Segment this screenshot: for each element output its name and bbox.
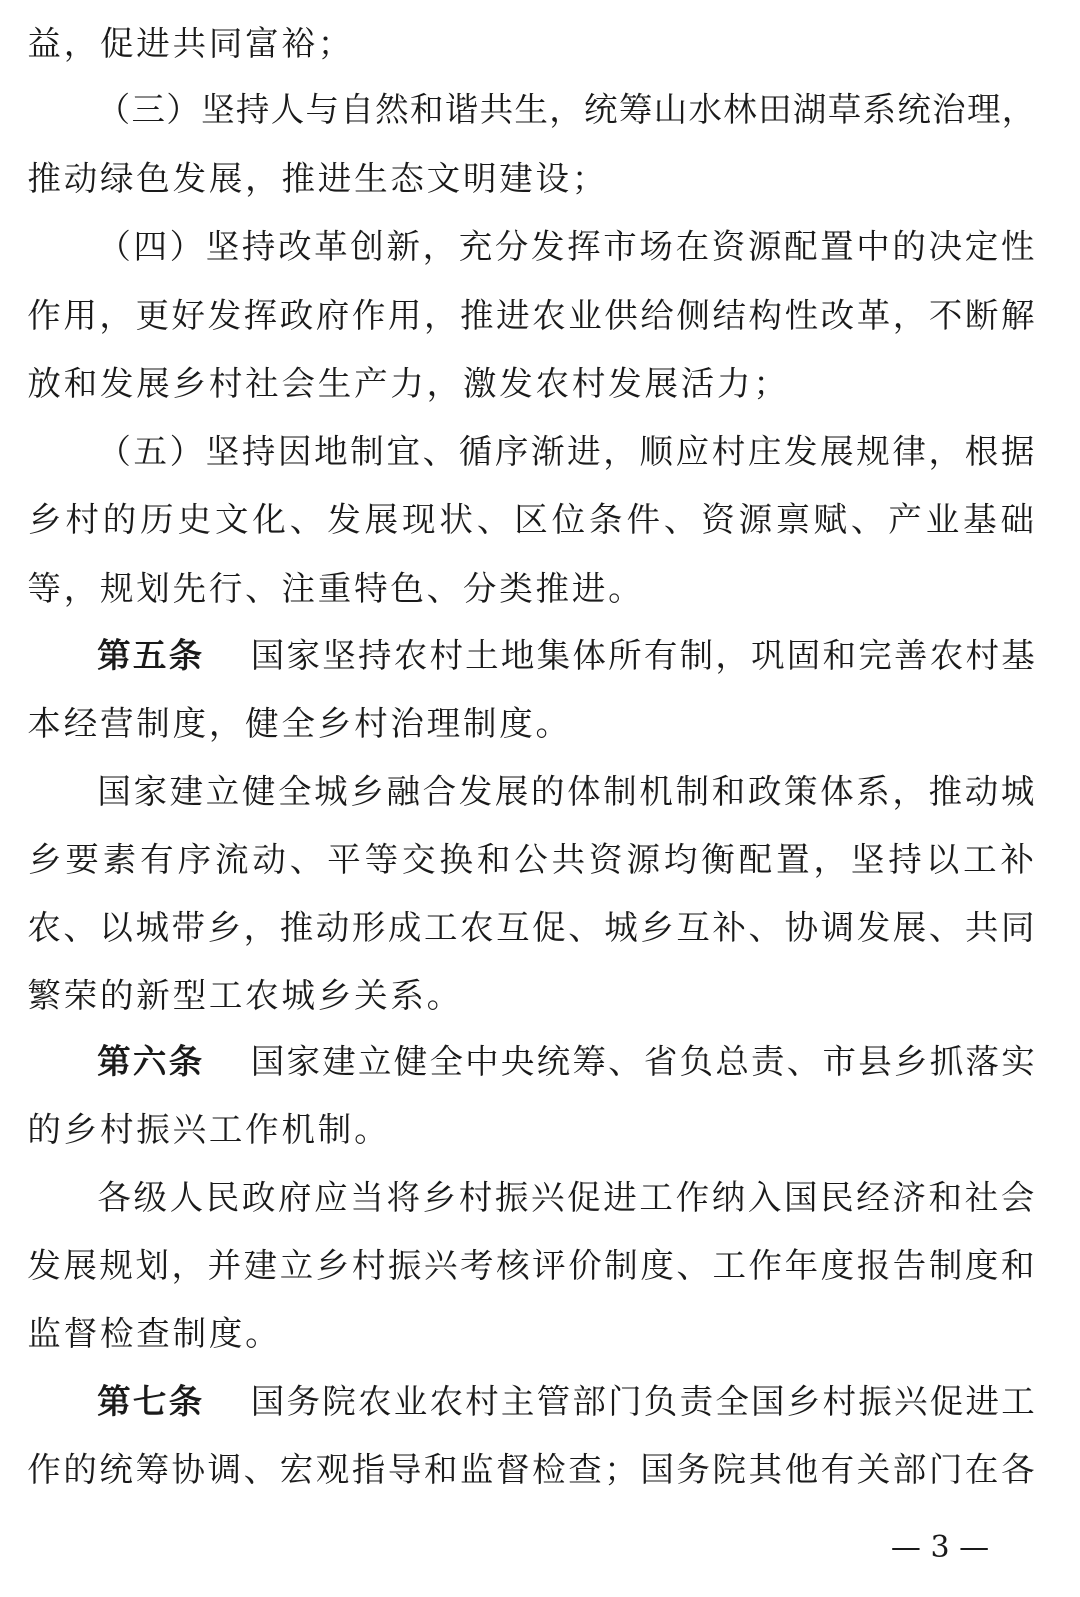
body-text-line xyxy=(26,962,462,1030)
body-text-line xyxy=(26,1300,280,1368)
article-number: 第七条 xyxy=(97,1382,203,1421)
line-text: 乡 村 的 历 史 文 化 、 发 展 现 状 、 区 位 条 件 、 资 源 禀 赋 、 产 业 基 础 xyxy=(27,500,1035,539)
line-text: 推动绿色发展，推进生态文明建设； xyxy=(27,159,606,198)
body-text-line xyxy=(26,145,607,213)
line-text: 国务院农业农村主管部门负责全国乡村振兴促进工 xyxy=(250,1382,1035,1421)
line-text: 等，规划先行、注重特色、分类推进。 xyxy=(27,569,642,608)
body-text-line xyxy=(96,213,1036,281)
body-text-line xyxy=(26,350,788,418)
line-text: 国家建立健全中央统筹、省负总责、市县乡抓落实 xyxy=(250,1042,1035,1081)
line-text: 的乡村振兴工作机制。 xyxy=(27,1110,388,1149)
line-text: （三）坚持人与自然和谐共生，统筹山水林田湖草系统治理， xyxy=(96,90,1036,129)
line-text: 作用，更好发挥政府作用，推进农业供给侧结构性改革，不断解 xyxy=(27,296,1035,335)
body-text-line xyxy=(26,282,1036,350)
article-line xyxy=(96,1368,1036,1436)
article-line xyxy=(96,1028,1036,1096)
page-number: — 3 — xyxy=(890,1530,990,1565)
line-text: （五）坚持因地制宜、循序渐进，顺应村庄发展规律，根据 xyxy=(97,432,1035,471)
body-text-line xyxy=(26,826,1036,894)
article-number: 第六条 xyxy=(97,1042,203,1081)
body-text-line xyxy=(26,894,1036,962)
line-text: 益，促进共同富裕； xyxy=(27,24,352,63)
body-text-line xyxy=(96,1164,1036,1232)
line-text: 发展规划，并建立乡村振兴考核评价制度、工作年度报告制度和 xyxy=(27,1246,1035,1285)
line-text: 放和发展乡村社会生产力，激发农村发展活力； xyxy=(27,364,787,403)
line-text: 监督检查制度。 xyxy=(27,1314,279,1353)
body-text-line xyxy=(26,555,643,623)
article-number: 第五条 xyxy=(97,636,203,675)
line-text: 各级人民政府应当将乡村振兴促进工作纳入国民经济和社会 xyxy=(97,1178,1035,1217)
body-text-line xyxy=(26,1096,389,1164)
article-line xyxy=(96,622,1036,690)
line-text: 国家坚持农村土地集体所有制，巩固和完善农村基 xyxy=(250,636,1035,675)
line-text: 国家建立健全城乡融合发展的体制机制和政策体系，推动城 xyxy=(97,772,1035,811)
line-text: 作的统筹协调、宏观指导和监督检查；国务院其他有关部门在各 xyxy=(27,1450,1035,1489)
body-text-line xyxy=(26,10,353,78)
line-text: 农、以城带乡，推动形成工农互促、城乡互补、协调发展、共同 xyxy=(27,908,1035,947)
body-text-line xyxy=(26,486,1036,554)
body-text-line xyxy=(26,690,570,758)
line-text: 乡 要 素 有 序 流 动 、 平 等 交 换 和 公 共 资 源 均 衡 配 置 ， 坚 持 以 工 补 xyxy=(27,840,1035,879)
body-text-line xyxy=(26,1436,1036,1504)
line-text: 本经营制度，健全乡村治理制度。 xyxy=(27,704,570,743)
body-text-line xyxy=(96,758,1036,826)
body-text-line xyxy=(26,1232,1036,1300)
body-text-line xyxy=(96,418,1036,486)
body-text-line xyxy=(96,76,1036,144)
line-text: （四）坚持改革创新，充分发挥市场在资源配置中的决定性 xyxy=(97,227,1035,266)
line-text: 繁荣的新型工农城乡关系。 xyxy=(27,976,461,1015)
